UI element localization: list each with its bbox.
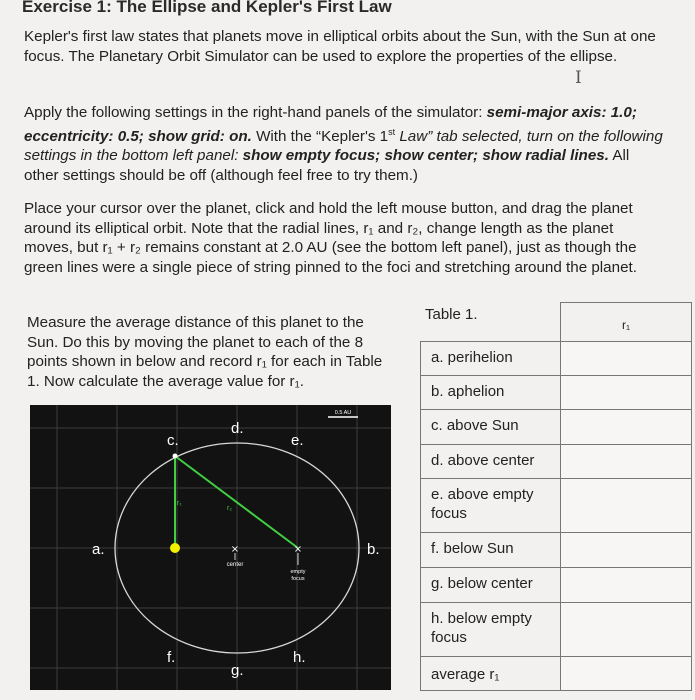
row-label-below-empty-focus: h. below empty focus bbox=[420, 603, 560, 657]
row-label-above-center: d. above center bbox=[420, 445, 560, 479]
intro-paragraph: Kepler's first law states that planets move in elliptical orbits about the Sun, with the Sun at one focus. The Planetary Orbit Simulator can be used to explore the properties of the ellipse. bbox=[24, 28, 656, 65]
empty-focus-label-2: focus bbox=[291, 576, 305, 582]
planet bbox=[173, 454, 178, 459]
table-header-row bbox=[420, 302, 692, 341]
text-cursor-icon: I bbox=[575, 68, 582, 88]
r1-input-above-empty-focus[interactable] bbox=[560, 479, 692, 533]
row-label-below-sun: f. below Sun bbox=[420, 533, 560, 568]
table-1 bbox=[420, 302, 692, 692]
row-label-above-empty-focus: e. above empty focus bbox=[420, 479, 560, 533]
table-row bbox=[420, 478, 692, 533]
table-row bbox=[420, 532, 692, 568]
point-h-label: h. bbox=[293, 649, 306, 666]
r1-input-below-empty-focus[interactable] bbox=[560, 603, 692, 657]
orbit-diagram bbox=[30, 405, 391, 690]
r1-input-perihelion[interactable] bbox=[560, 342, 692, 376]
table-bottom-border bbox=[420, 690, 692, 691]
r1-input-average[interactable] bbox=[560, 657, 692, 691]
orbit-simulator-image bbox=[30, 405, 391, 690]
measure-paragraph: Measure the average distance of this planet to the Sun. Do this by moving the planet to each of the 8 points shown in below and record r₁ for each in Table 1. Now calculate the average value for r₁. bbox=[27, 314, 383, 390]
r1-input-aphelion[interactable] bbox=[560, 376, 692, 410]
table-row bbox=[420, 656, 692, 691]
row-label-aphelion: b. aphelion bbox=[420, 376, 560, 410]
point-d-label: d. bbox=[231, 420, 244, 437]
table-row bbox=[420, 375, 692, 410]
r1-input-above-sun[interactable] bbox=[560, 410, 692, 445]
point-g-label: g. bbox=[231, 662, 244, 679]
r1-input-above-center[interactable] bbox=[560, 445, 692, 479]
sun bbox=[170, 543, 180, 553]
r1-label: r₁ bbox=[177, 500, 182, 507]
row-label-above-sun: c. above Sun bbox=[420, 410, 560, 445]
point-a-label: a. bbox=[92, 541, 105, 558]
row-label-below-center: g. below center bbox=[420, 568, 560, 603]
row-label-perihelion: a. perihelion bbox=[420, 342, 560, 376]
row-label-average: average r₁ bbox=[420, 657, 560, 691]
table-row bbox=[420, 409, 692, 445]
point-e-label: e. bbox=[291, 432, 304, 449]
table-title: Table 1. bbox=[425, 306, 478, 323]
r2-label: r₂ bbox=[227, 505, 233, 512]
table-header-r1: r₁ bbox=[560, 302, 692, 341]
point-c-label: c. bbox=[167, 432, 179, 449]
empty-focus-label-1: empty bbox=[290, 569, 306, 575]
table-row bbox=[420, 602, 692, 657]
empty-focus-marker-icon: × bbox=[293, 544, 303, 555]
page-title: Exercise 1: The Ellipse and Kepler's First Law bbox=[22, 0, 392, 16]
center-label: center bbox=[226, 562, 244, 568]
settings-paragraph: Apply the following settings in the right-hand panels of the simulator: semi-major axis: 1.0; eccentricity: 0.5; show grid: on. With the “Kepler's 1st Law” tab selected, turn on the following settings in the bottom left panel: show empty focus; show center; show radial lines. All other settings should be off (although feel free to try them.) bbox=[24, 104, 663, 184]
table-row bbox=[420, 567, 692, 603]
r1-input-below-center[interactable] bbox=[560, 568, 692, 603]
point-f-label: f. bbox=[167, 649, 176, 666]
center-marker-icon: × bbox=[230, 544, 240, 555]
table-row bbox=[420, 444, 692, 479]
table-row bbox=[420, 341, 692, 376]
r1-input-below-sun[interactable] bbox=[560, 533, 692, 568]
scale-label: 0.5 AU bbox=[334, 410, 352, 416]
instructions-paragraph: Place your cursor over the planet, click and hold the left mouse button, and drag the planet around its elliptical orbit. Note that the radial lines, r₁ and r₂, change length as the planet moves, but r₁ + r₂ remains constant at 2.0 AU (see the bottom left panel), just as though the green lines were a single piece of string pinned to the foci and stretching around the planet. bbox=[24, 200, 637, 276]
point-b-label: b. bbox=[367, 541, 380, 558]
